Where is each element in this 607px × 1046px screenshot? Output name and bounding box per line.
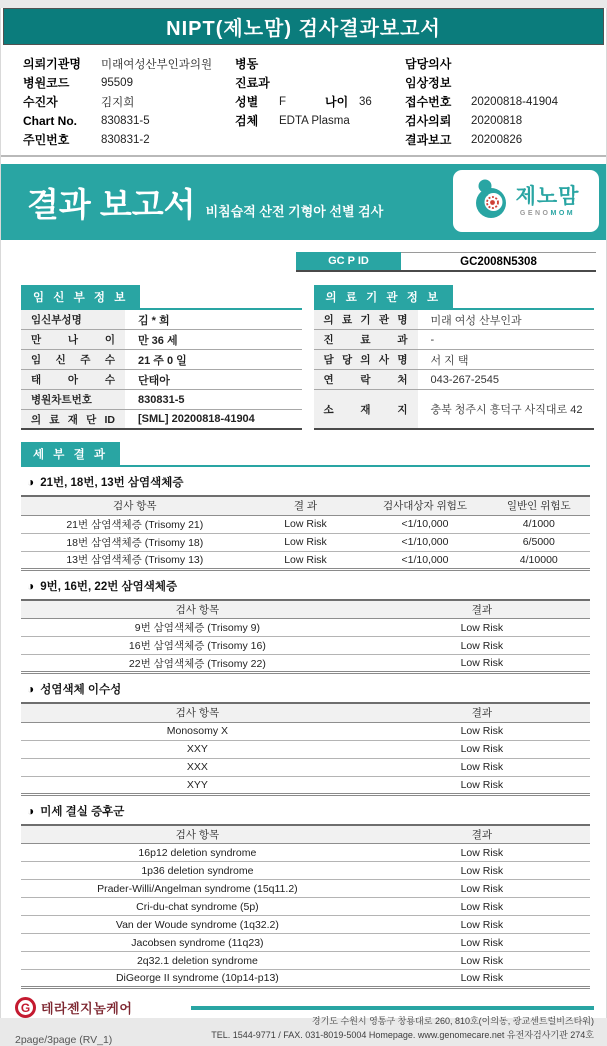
trisomy-9-16-22-table: [21, 599, 590, 675]
field-label: 나이: [325, 95, 349, 109]
info-value: 김 * 희: [138, 314, 170, 327]
table-row: [21, 655, 590, 673]
address-line-2: TEL. 1544-9771 / FAX. 031-8019-5004 Homepage. www.genomecare.net 유전자검사기관 274호: [211, 1029, 594, 1040]
info-row: [21, 350, 302, 370]
field-value: 20200818-41904: [471, 95, 558, 108]
info-row: [314, 390, 595, 430]
table-row: [21, 722, 590, 740]
mother-info-header: [21, 285, 302, 310]
footer-accent-bar: [191, 1006, 594, 1010]
field-value: 830831-5: [101, 114, 150, 127]
cell: 13번 삼염색체증 (Trisomy 13): [66, 554, 204, 566]
clinic-info-rows: [314, 310, 595, 430]
table-header-row: [21, 825, 590, 844]
table-row: [21, 880, 590, 898]
field-label: 검체: [235, 114, 259, 128]
brand-subtext: [520, 210, 575, 217]
header-field: [23, 54, 235, 73]
field-label: 의뢰기관명: [23, 57, 81, 71]
header-field: [23, 130, 235, 149]
info-label: 병원차트번호: [21, 390, 125, 409]
cell: 16p12 deletion syndrome: [21, 844, 374, 862]
cell: Jacobsen syndrome (11q23): [21, 934, 374, 952]
info-value: [SML] 20200818-41904: [138, 413, 255, 425]
section-title-trisomy-21-18-13: [27, 474, 590, 490]
section-title-microdeletion: [27, 803, 590, 819]
header-field: [405, 111, 592, 130]
table-row: [21, 533, 590, 551]
cell: Low Risk: [460, 778, 504, 791]
header-cell: 검사 항목: [21, 825, 374, 844]
cell: 2q32.1 deletion syndrome: [21, 952, 374, 970]
cell: XXY: [21, 740, 374, 758]
genomom-mother-icon: [473, 178, 509, 225]
brand-subtext-geno: GENO: [519, 209, 551, 217]
section-title-sex-chromosome: [27, 681, 590, 697]
header-divider: [1, 155, 606, 157]
banner-subtitle: 비침습적 산전 기형아 선별 검사: [205, 203, 384, 219]
info-row: [314, 370, 595, 390]
footer-right: [191, 997, 594, 1046]
cell: 1p36 deletion syndrome: [21, 862, 374, 880]
genomom-logo-text: [516, 186, 580, 217]
cell: 18번 삼염색체증 (Trisomy 18): [21, 533, 249, 551]
address-line-1: 경기도 수원시 영통구 창룡대로 260, 810호(이의동, 광교센트럴비즈타워): [311, 1016, 594, 1026]
section-title-text: 성염색체 이수성: [40, 684, 122, 696]
section-bullet-icon: ◑: [27, 578, 35, 593]
info-label: 소 재 지: [314, 390, 418, 428]
section-bullet-icon: ◑: [27, 682, 35, 696]
cell: <1/10,000: [362, 515, 487, 533]
header-field: [405, 130, 592, 149]
header-field: [23, 73, 235, 92]
brand-name: 제노맘: [515, 184, 580, 208]
cell: Low Risk: [374, 934, 590, 952]
brand-subtext-mom: MOM: [550, 209, 576, 217]
cell: Low Risk: [374, 862, 590, 880]
cell: 9번 삼염색체증 (Trisomy 9): [21, 619, 374, 637]
clinic-info-title: 의 료 기 관 정 보: [314, 285, 454, 308]
cell: <1/10,000: [401, 553, 449, 566]
genomom-logo: [453, 170, 599, 232]
header-cell: 결 과: [249, 496, 363, 515]
table-row: [21, 934, 590, 952]
field-label: 접수번호: [405, 95, 452, 109]
section-title-text: 21번, 18번, 13번 삼염색체증: [40, 477, 184, 489]
cell: Monosomy X: [21, 722, 374, 740]
result-banner: [1, 164, 606, 240]
cell: Prader-Willi/Angelman syndrome (15q11.2): [21, 880, 374, 898]
info-value: 충북 청주시 흥덕구 사직대로 42: [430, 404, 583, 416]
table-row: [21, 740, 590, 758]
cell: Low Risk: [374, 637, 590, 655]
info-value: 만 36 세: [138, 334, 178, 347]
cell: Low Risk: [249, 533, 363, 551]
table-header-row: [21, 600, 590, 619]
cell: Low Risk: [374, 880, 590, 898]
field-value: EDTA Plasma: [279, 114, 350, 127]
theragen-g-icon: G: [15, 997, 36, 1018]
cell: 16번 삼염색체증 (Trisomy 16): [21, 637, 374, 655]
info-row: [314, 310, 595, 330]
section-title-trisomy-9-16-22: [27, 578, 590, 594]
info-value: 서 지 택: [430, 354, 469, 367]
cell: 21번 삼염색체증 (Trisomy 21): [21, 515, 249, 533]
info-row: [21, 410, 302, 430]
cell: Low Risk: [284, 553, 327, 566]
cell: Low Risk: [374, 952, 590, 970]
info-row: [21, 370, 302, 390]
header-field: [23, 92, 235, 111]
table-row: [21, 758, 590, 776]
header-cell: 검사 항목: [21, 600, 374, 619]
info-value: -: [430, 333, 435, 346]
clinic-info-header: [314, 285, 595, 310]
cell: Low Risk: [374, 898, 590, 916]
field-value: 95509: [101, 76, 133, 89]
header-field: [235, 111, 405, 130]
cell: DiGeorge II syndrome (10p14-p13): [115, 972, 279, 984]
header-field: [405, 54, 592, 73]
sex-chromosome-table: [21, 702, 590, 796]
section-title-text: 미세 결실 증후군: [40, 805, 125, 818]
header-cell: 결과: [374, 703, 590, 722]
field-label: Chart No.: [23, 113, 77, 128]
table-row: [21, 952, 590, 970]
header-field: [235, 73, 405, 92]
cell: Low Risk: [460, 657, 504, 669]
info-value: 미래 여성 산부인과: [430, 314, 522, 327]
gc-p-id-value: GC2008N5308: [401, 252, 596, 270]
header-field: [235, 54, 405, 73]
field-label: 결과보고: [405, 133, 452, 147]
field-value: 미래여성산부인과의원: [101, 58, 213, 71]
cell: 4/1000: [488, 515, 590, 533]
cell: Low Risk: [374, 916, 590, 934]
info-value: 830831-5: [138, 393, 185, 406]
info-label: 임 신 주 수: [21, 350, 125, 369]
table-row: [21, 637, 590, 655]
mother-info-title: 임 신 부 정 보: [21, 285, 140, 308]
table-row: [21, 862, 590, 880]
field-label: 성별: [235, 95, 259, 109]
field-label: 진료과: [235, 76, 270, 90]
cell: XXX: [21, 758, 374, 776]
cell: Low Risk: [374, 758, 590, 776]
table-row: [21, 898, 590, 916]
header-field: [23, 111, 235, 130]
field-label: 병원코드: [23, 76, 70, 90]
header-field: [235, 92, 405, 111]
cell: 22번 삼염색체증 (Trisomy 22): [128, 657, 266, 670]
table-row: [21, 551, 590, 569]
info-label: 태 아 수: [21, 370, 125, 389]
page-title: NIPT(제노맘) 검사결과보고서: [166, 18, 441, 40]
field-label: 주민번호: [23, 133, 70, 147]
field-label: 병동: [235, 57, 259, 71]
cell: 6/5000: [488, 533, 590, 551]
footer: [1, 989, 606, 1046]
header-field: [405, 73, 592, 92]
cell: 4/10000: [519, 553, 558, 566]
section-bullet-icon: ◑: [27, 803, 35, 818]
page-number: 2page/3page (RV_1): [15, 1034, 113, 1046]
patient-header: [1, 45, 606, 152]
table-row: [21, 776, 590, 794]
table-row: [21, 916, 590, 934]
info-label: 만 나 이: [21, 330, 125, 349]
report-title-bar: [3, 8, 604, 45]
info-row: [21, 330, 302, 350]
header-cell: 일반인 위험도: [488, 496, 590, 515]
cell: Cri-du-chat syndrome (5p): [21, 898, 374, 916]
table-row: [21, 844, 590, 862]
table-header-row: [21, 496, 590, 515]
cell: Low Risk: [374, 740, 590, 758]
cell: <1/10,000: [362, 533, 487, 551]
info-row: [314, 350, 595, 370]
field-value: 20200818: [471, 114, 523, 127]
field-label: 담당의사: [405, 57, 452, 71]
info-row: [314, 330, 595, 350]
cell: Low Risk: [249, 515, 363, 533]
info-label: 의 료 기 관 명: [314, 310, 418, 329]
section-title-text: 9번, 16번, 22번 삼염색체증: [40, 580, 178, 593]
field-label: 검사의뢰: [405, 114, 452, 128]
field-value: 김지희: [101, 96, 135, 109]
info-label: 연 락 처: [314, 370, 418, 389]
report-sheet: [0, 8, 607, 1046]
field-value: F: [279, 95, 287, 108]
theragen-logo: [15, 997, 191, 1018]
mother-info-table: [21, 285, 302, 430]
field-value: 20200826: [471, 133, 523, 146]
clinic-info-table: [314, 285, 595, 430]
detail-title: 세 부 결 과: [21, 442, 120, 465]
cell: Low Risk: [460, 972, 504, 984]
info-label: 임신부성명: [21, 310, 125, 329]
table-row: [21, 619, 590, 637]
company-name: 테라젠지놈케어: [41, 1001, 133, 1016]
company-address: [191, 1015, 594, 1043]
field-value: 36: [359, 95, 372, 108]
table-row: [21, 970, 590, 988]
patient-header-middle: [235, 54, 405, 149]
patient-header-right: [405, 54, 592, 149]
trisomy-21-18-13-table: [21, 495, 590, 571]
header-cell: 검사대상자 위험도: [362, 496, 487, 515]
cell: Low Risk: [374, 619, 590, 637]
gc-p-id-label: GC P ID: [296, 252, 401, 270]
info-value: 21 주 0 일: [138, 354, 187, 367]
info-row: [21, 310, 302, 330]
field-value: 830831-2: [101, 133, 150, 146]
header-cell: 결과: [374, 825, 590, 844]
header-cell: 검사 항목: [21, 703, 374, 722]
cell: XYY: [186, 778, 208, 791]
cell: Low Risk: [374, 722, 590, 740]
info-label: 담 당 의 사 명: [314, 350, 418, 369]
field-label: 수진자: [23, 95, 58, 109]
info-tables: [1, 285, 606, 430]
info-label: 의 료 재 단 ID: [21, 410, 125, 428]
detail-results: [1, 442, 606, 989]
patient-header-left: [23, 54, 235, 149]
detail-header: [21, 442, 590, 467]
section-bullet-icon: ◑: [27, 475, 35, 489]
gc-p-id-row: [296, 252, 596, 272]
microdeletion-table: [21, 824, 590, 990]
info-row: [21, 390, 302, 410]
header-cell: 결과: [374, 600, 590, 619]
table-header-row: [21, 703, 590, 722]
cell: Van der Woude syndrome (1q32.2): [21, 916, 374, 934]
header-cell: 검사 항목: [21, 496, 249, 515]
info-value: 단태아: [138, 374, 170, 387]
banner-title: 결과 보고서: [27, 185, 196, 223]
table-row: [21, 515, 590, 533]
header-field: [405, 92, 592, 111]
info-label: 진 료 과: [314, 330, 418, 349]
info-value: 043-267-2545: [430, 373, 500, 386]
footer-left: [15, 997, 191, 1046]
field-label: 임상정보: [405, 76, 452, 90]
cell: Low Risk: [374, 844, 590, 862]
mother-info-rows: [21, 310, 302, 430]
